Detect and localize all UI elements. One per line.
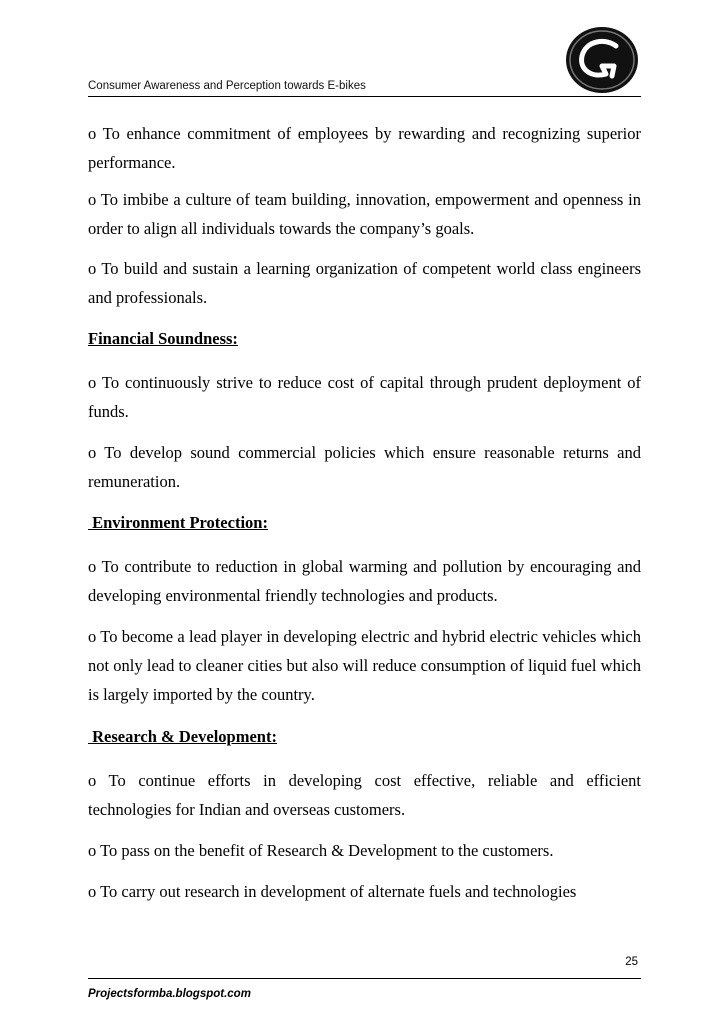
paragraph-learning: o To build and sustain a learning organization of competent world class engineers and professionals. xyxy=(88,259,641,307)
paragraph-global-warming: o To contribute to reduction in global warming and pollution by encouraging and developing environmental friendly technologies and products. xyxy=(88,557,641,605)
heading-financial-soundness: Financial Soundness: xyxy=(88,329,238,348)
paragraph-cost-of-capital: o To continuously strive to reduce cost of capital through prudent deployment of funds. xyxy=(88,373,641,421)
paragraph-alternate-fuels: o To carry out research in development of alternate fuels and technologies xyxy=(88,882,577,901)
page-number: 25 xyxy=(625,956,638,968)
header-rule xyxy=(88,96,641,97)
paragraph-culture: o To imbibe a culture of team building, innovation, empowerment and openness in order to align all individuals towards the company’s goals. xyxy=(88,190,641,238)
paragraph-benefit: o To pass on the benefit of Research & Development to the customers. xyxy=(88,841,554,860)
paragraph-commercial-policies: o To develop sound commercial policies which ensure reasonable returns and remuneration. xyxy=(88,443,641,491)
paragraph-commitment: o To enhance commitment of employees by rewarding and recognizing superior performance. xyxy=(88,124,641,172)
footer-site: Projectsformba.blogspot.com xyxy=(88,988,251,1000)
paragraph-cost-effective: o To continue efforts in developing cost effective, reliable and efficient technologies for Indian and overseas customers. xyxy=(88,771,641,819)
heading-research-development: Research & Development: xyxy=(88,727,277,746)
running-header: Consumer Awareness and Perception towards E-bikes xyxy=(88,80,366,92)
g-logo-icon xyxy=(562,24,642,96)
footer-rule xyxy=(88,978,641,979)
heading-environment-protection: Environment Protection: xyxy=(88,513,268,532)
paragraph-electric-vehicles: o To become a lead player in developing electric and hybrid electric vehicles which not only lead to cleaner cities but also will reduce consumption of liquid fuel which is largely imported by the country. xyxy=(88,627,641,704)
